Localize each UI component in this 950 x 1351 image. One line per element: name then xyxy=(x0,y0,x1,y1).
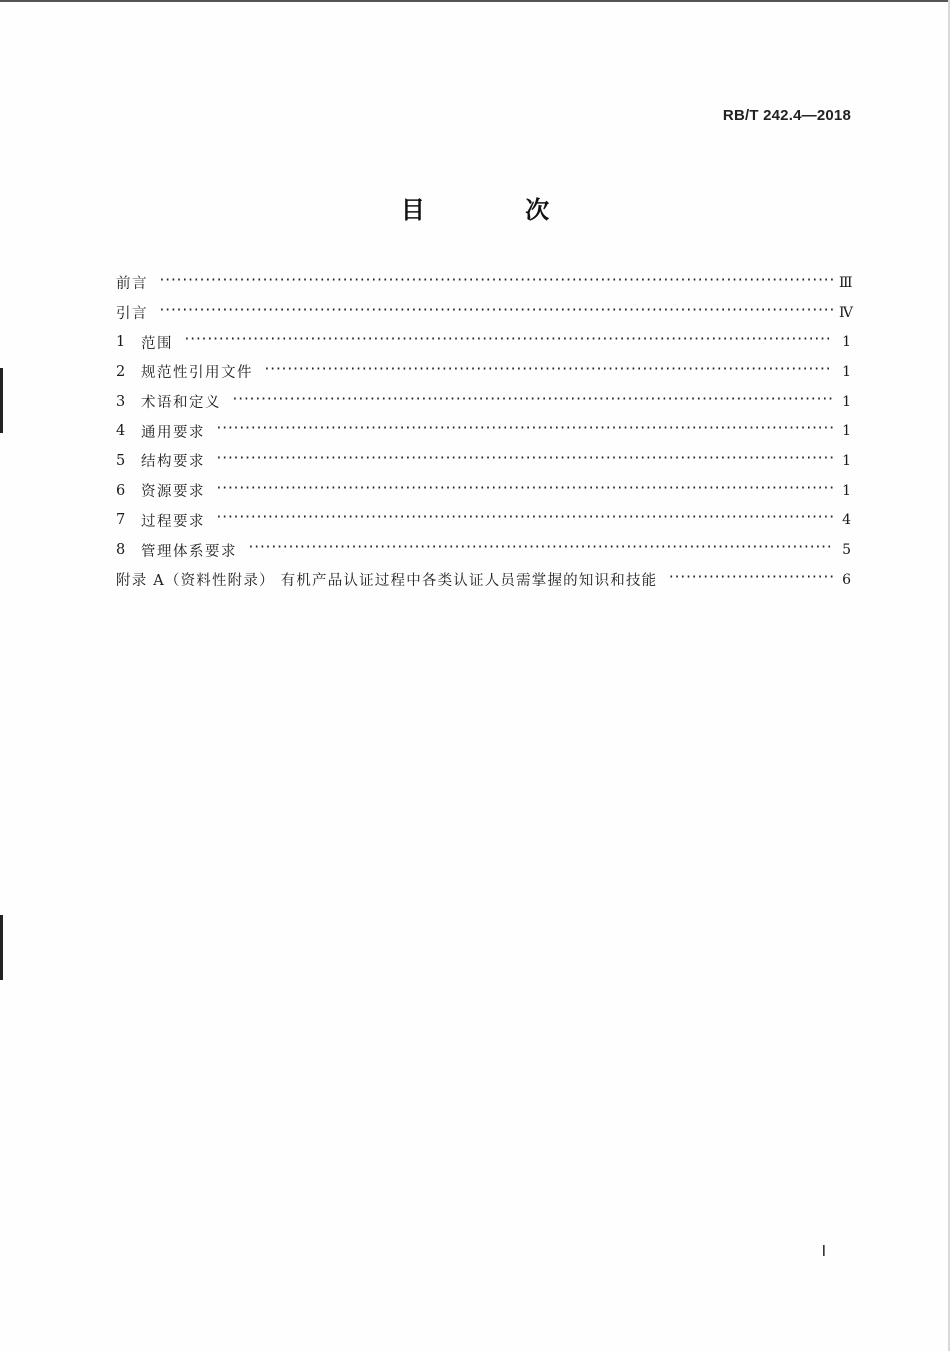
scan-edge xyxy=(0,915,3,980)
toc-entry-number: 7 xyxy=(116,512,126,529)
table-of-contents xyxy=(116,268,851,595)
toc-entry-label: 过程要求 xyxy=(141,513,205,530)
toc-entry-label: 术语和定义 xyxy=(141,395,221,412)
page-title: 目 次 xyxy=(400,196,596,224)
toc-entry-page: 1 xyxy=(842,452,851,469)
toc-entry-foreword[interactable] xyxy=(116,268,851,298)
toc-entry-1[interactable] xyxy=(116,327,851,357)
document-code: RB/T 242.4—2018 xyxy=(722,107,851,124)
toc-entry-label: 结构要求 xyxy=(141,454,205,471)
toc-entry-page: 1 xyxy=(842,393,851,410)
toc-entry-page: 1 xyxy=(842,423,851,440)
toc-entry-label: 通用要求 xyxy=(141,424,205,441)
toc-dot-leader xyxy=(158,278,833,292)
toc-entry-label: 资源要求 xyxy=(141,484,205,501)
toc-entry-appendix-a[interactable] xyxy=(116,565,851,595)
toc-entry-label: 规范性引用文件 xyxy=(141,365,253,382)
toc-entry-number: 1 xyxy=(116,334,126,351)
toc-dot-leader xyxy=(215,486,833,500)
toc-dot-leader xyxy=(215,515,833,529)
toc-entry-page: 1 xyxy=(842,363,851,380)
toc-entry-number: 2 xyxy=(116,363,126,380)
toc-entry-number: 4 xyxy=(116,423,126,440)
toc-dot-leader xyxy=(215,456,833,470)
toc-dot-leader xyxy=(215,426,833,440)
toc-entry-page: 1 xyxy=(842,482,851,499)
toc-dot-leader xyxy=(183,337,833,351)
toc-entry-number: 3 xyxy=(116,393,126,410)
toc-entry-introduction[interactable] xyxy=(116,298,851,328)
toc-entry-2[interactable] xyxy=(116,357,851,387)
toc-entry-6[interactable] xyxy=(116,476,851,506)
toc-entry-number: 8 xyxy=(116,542,126,559)
toc-entry-page: 4 xyxy=(842,512,851,529)
scan-edge xyxy=(0,0,950,2)
toc-entry-page: 1 xyxy=(842,334,851,351)
toc-entry-7[interactable] xyxy=(116,506,851,536)
toc-dot-leader xyxy=(667,575,833,589)
toc-entry-3[interactable] xyxy=(116,387,851,417)
toc-entry-label: 前言 xyxy=(116,276,148,293)
toc-entry-label: 附录 A（资料性附录） 有机产品认证过程中各类认证人员需掌握的知识和技能 xyxy=(116,573,658,590)
toc-entry-number: 5 xyxy=(116,452,126,469)
toc-entry-page: Ⅳ xyxy=(839,304,853,321)
toc-dot-leader xyxy=(231,397,833,411)
toc-entry-4[interactable] xyxy=(116,416,851,446)
toc-entry-label: 管理体系要求 xyxy=(141,543,237,560)
toc-entry-label: 范围 xyxy=(141,335,173,352)
toc-entry-page: 6 xyxy=(842,571,851,588)
toc-dot-leader xyxy=(247,545,833,559)
toc-entry-5[interactable] xyxy=(116,446,851,476)
toc-entry-label: 引言 xyxy=(116,306,148,323)
toc-dot-leader xyxy=(263,367,833,381)
toc-dot-leader xyxy=(158,308,833,322)
toc-entry-page: Ⅲ xyxy=(839,274,853,291)
toc-entry-page: 5 xyxy=(842,542,851,559)
toc-entry-8[interactable] xyxy=(116,535,851,565)
page-number: Ⅰ xyxy=(821,1244,826,1260)
toc-entry-number: 6 xyxy=(116,482,126,499)
scan-edge xyxy=(0,368,3,433)
